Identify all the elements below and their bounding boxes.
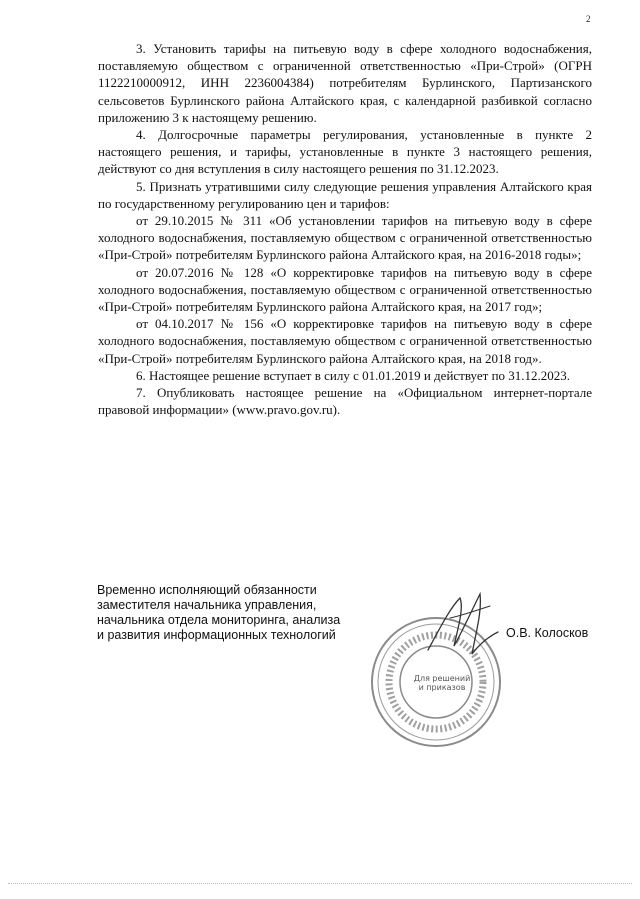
stamp-center-text: Для решений и приказов — [413, 674, 471, 692]
revoked-decision-2: от 20.07.2016 № 128 «О корректировке тарифов на питьевую воду в сфере холодного водоснабжения, поставляемую обществом с ограниченной ответственностью «При-Строй» потребителям Бурлинского района Алтайского края, на 2017 год»; — [98, 264, 592, 315]
paragraph-3: 3. Установить тарифы на питьевую воду в сфере холодного водоснабжения, поставляемую обществом с ограниченной ответственностью «При-Строй» (ОГРН 1122210000912, ИНН 2236004384) потребителям Бурлинского, Партизанского сельсоветов Бурлинского района Алтайского края, с календарной разбивкой согласно приложению 3 к настоящему решению. — [98, 41, 592, 125]
signatory-name: О.В. Колосков — [506, 626, 589, 640]
revoked-decision-1: от 29.10.2015 № 311 «Об установлении тарифов на питьевую воду в сфере холодного водоснабжения, поставляемую обществом с ограниченной ответственностью «При-Строй» потребителям Бурлинского района Алтайского края, на 2016-2018 годы»; — [98, 213, 592, 263]
signatory-position-line: и развития информационных технологий — [97, 628, 336, 642]
paragraph-7: 7. Опубликовать настоящее решение на «Официальном интернет-портале правовой информации» (www.pravo.gov.ru). — [98, 385, 592, 418]
revoked-decision-3: от 04.10.2017 № 156 «О корректировке тарифов на питьевую воду в сфере холодного водоснабжения, поставляемую обществом с ограниченной ответственностью «При-Строй» потребителям Бурлинского района Алтайского края, на 2018 год». — [98, 316, 592, 366]
signatory-position-line: Временно исполняющий обязанности — [97, 583, 317, 597]
signatory-position-line: начальника отдела мониторинга, анализа — [97, 613, 341, 627]
handwritten-signature — [420, 588, 510, 668]
paragraph-4: 4. Долгосрочные параметры регулирования, установленные в пункте 2 настоящего решения, и тарифы, установленные в пункте 3 настоящего решения, действуют со дня вступления в силу настоящего решения по 31.12.2023. — [98, 127, 592, 177]
scan-edge-line — [8, 883, 632, 884]
document-body — [98, 40, 592, 418]
paragraph-6: 6. Настоящее решение вступает в силу с 01.01.2019 и действует по 31.12.2023. — [136, 367, 571, 383]
paragraph-5: 5. Признать утратившими силу следующие решения управления Алтайского края по государственному регулированию цен и тарифов: — [98, 178, 592, 211]
page-number: 2 — [586, 14, 591, 24]
signatory-position-line: заместителя начальника управления, — [97, 598, 317, 612]
signatory-position — [97, 583, 340, 643]
